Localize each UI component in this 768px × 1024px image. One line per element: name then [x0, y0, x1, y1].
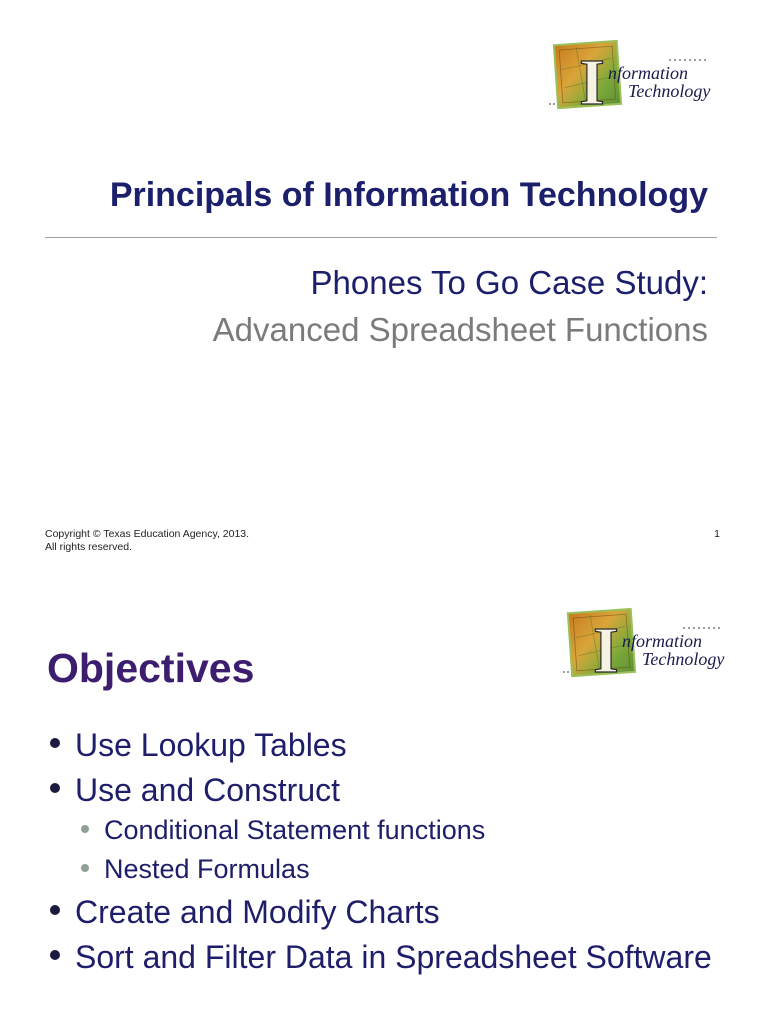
sub-bullet-marker — [81, 825, 89, 833]
footer-rights: All rights reserved. — [45, 541, 132, 553]
sub-bullet-marker — [81, 864, 89, 872]
logo-line1: nformation — [608, 63, 689, 83]
bullet-marker — [50, 950, 60, 960]
slide-subtitle-secondary: Advanced Spreadsheet Functions — [212, 311, 708, 348]
slide-title: Principals of Information Technology — [109, 176, 708, 214]
title-divider — [45, 237, 717, 238]
logo-line2: Technology — [628, 81, 711, 101]
logo-initial: I — [593, 614, 619, 681]
slide-subtitle: Phones To Go Case Study: — [310, 264, 708, 301]
logo-initial: I — [579, 46, 605, 113]
logo-line2: Technology — [642, 649, 725, 669]
slide-number: 1 — [714, 528, 720, 540]
information-technology-logo — [548, 38, 713, 113]
bullet-item: Use Lookup Tables — [75, 727, 347, 763]
footer-copyright: Copyright © Texas Education Agency, 2013. — [45, 528, 250, 540]
objectives-slide — [0, 576, 768, 1024]
slide-title: Objectives — [47, 645, 255, 691]
bullet-marker — [50, 905, 60, 915]
sub-bullet-item: Conditional Statement functions — [104, 815, 486, 845]
bullet-item: Use and Construct — [75, 772, 341, 808]
bullet-marker — [50, 738, 60, 748]
bullet-item: Create and Modify Charts — [75, 894, 440, 930]
sub-bullet-item: Nested Formulas — [104, 854, 310, 884]
logo-line1: nformation — [622, 631, 703, 651]
bullet-marker — [50, 783, 60, 793]
bullet-item: Sort and Filter Data in Spreadsheet Software — [75, 939, 712, 975]
information-technology-logo — [562, 606, 727, 681]
